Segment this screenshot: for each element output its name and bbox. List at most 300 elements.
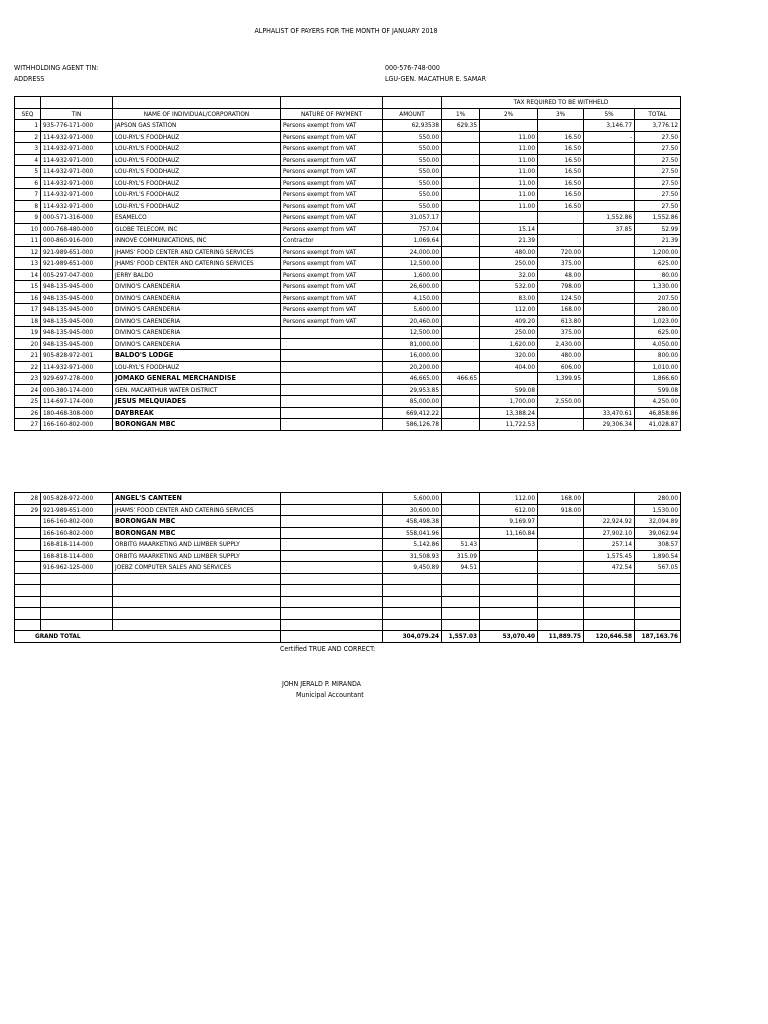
table-row (15, 212, 681, 224)
pct5-cell (584, 281, 635, 293)
amount-cell: 26,600.00 (383, 281, 442, 293)
nature-cell (281, 407, 383, 419)
name-cell: ANGEL'S CANTEEN (113, 493, 281, 505)
nature-cell (281, 493, 383, 505)
total-cell: 21.39 (635, 235, 681, 247)
header-2pct: 2% (480, 108, 538, 120)
seq-cell: 21 (15, 350, 41, 362)
pct3-cell: 480.00 (538, 350, 584, 362)
name-cell: JHAMS' FOOD CENTER AND CATERING SERVICES (113, 504, 281, 516)
pct3-cell: 16.50 (538, 177, 584, 189)
pct2-cell: 320.00 (480, 350, 538, 362)
payers-table-page-1 (14, 96, 681, 431)
pct1-cell: 94.51 (442, 562, 480, 574)
table-row (15, 596, 681, 608)
nature-cell: Persons exempt from VAT (281, 246, 383, 258)
amount-cell: 4,150.00 (383, 292, 442, 304)
nature-cell: Persons exempt from VAT (281, 189, 383, 201)
pct5-cell: - (584, 131, 635, 143)
table-row (15, 281, 681, 293)
header-seq: SEQ (15, 108, 41, 120)
amount-cell: 31,508.93 (383, 550, 442, 562)
pct3-cell: 798.00 (538, 281, 584, 293)
pct2-cell: 532.00 (480, 281, 538, 293)
pct3-cell (538, 384, 584, 396)
total-cell (635, 619, 681, 631)
pct1-cell (442, 407, 480, 419)
nature-cell: Persons exempt from VAT (281, 304, 383, 316)
pct1-cell (442, 361, 480, 373)
pct2-cell: 11.00 (480, 189, 538, 201)
pct5-cell (584, 143, 635, 155)
pct1-cell (442, 189, 480, 201)
amount-cell: 1,069.64 (383, 235, 442, 247)
nature-cell: Persons exempt from VAT (281, 200, 383, 212)
table-row (15, 619, 681, 631)
tin-cell: 114-932-971-000 (41, 154, 113, 166)
pct1-cell (442, 143, 480, 155)
pct2-cell (480, 562, 538, 574)
total-cell: 4,250.00 (635, 396, 681, 408)
table-body-page-2 (15, 493, 681, 631)
name-cell: BORONGAN MBC (113, 516, 281, 528)
address-label: ADDRESS (14, 75, 45, 83)
table-row (15, 292, 681, 304)
pct3-cell (538, 619, 584, 631)
tin-cell: 948-135-945-000 (41, 327, 113, 339)
pct5-cell (584, 585, 635, 597)
pct2-cell: 11.00 (480, 154, 538, 166)
header-blank (41, 97, 113, 109)
pct1-cell: 629.35 (442, 120, 480, 132)
pct1-cell (442, 516, 480, 528)
pct1-cell (442, 384, 480, 396)
table-row (15, 373, 681, 385)
pct3-cell: 48.00 (538, 269, 584, 281)
pct1-cell (442, 315, 480, 327)
nature-cell: Persons exempt from VAT (281, 258, 383, 270)
pct5-cell: 3,146.77 (584, 120, 635, 132)
name-cell: BALDO'S LODGE (113, 350, 281, 362)
name-cell: ORBITG MAARKETING AND LUMBER SUPPLY (113, 539, 281, 551)
pct5-cell (584, 619, 635, 631)
amount-cell: 550.00 (383, 166, 442, 178)
name-cell: JOEBZ COMPUTER SALES AND SERVICES (113, 562, 281, 574)
tin-cell: 005-297-047-000 (41, 269, 113, 281)
name-cell: JERRY BALDO (113, 269, 281, 281)
seq-cell: 17 (15, 304, 41, 316)
nature-cell (281, 384, 383, 396)
name-cell: LOU-RYL'S FOODHAUZ (113, 200, 281, 212)
pct3-cell: 720.00 (538, 246, 584, 258)
pct2-cell (480, 550, 538, 562)
tin-cell: 921-989-651-000 (41, 258, 113, 270)
pct1-cell (442, 235, 480, 247)
tin-cell: 000-860-916-000 (41, 235, 113, 247)
tin-cell (41, 619, 113, 631)
pct2-cell (480, 585, 538, 597)
grand-total-3pct: 11,889.75 (538, 631, 584, 643)
nature-cell: Persons exempt from VAT (281, 120, 383, 132)
name-cell: DIVINO'S CARENDERIA (113, 292, 281, 304)
table-row (15, 338, 681, 350)
amount-cell (383, 619, 442, 631)
pct3-cell (538, 120, 584, 132)
pct2-cell: 1,620.00 (480, 338, 538, 350)
seq-cell: 13 (15, 258, 41, 270)
pct1-cell (442, 619, 480, 631)
amount-cell: 586,126.78 (383, 419, 442, 431)
amount-cell: 20,460.00 (383, 315, 442, 327)
total-cell (635, 585, 681, 597)
tin-cell: 921-989-651-000 (41, 504, 113, 516)
total-cell: 39,062.94 (635, 527, 681, 539)
table-row (15, 384, 681, 396)
tin-cell: 948-135-945-000 (41, 281, 113, 293)
seq-cell: 18 (15, 315, 41, 327)
seq-cell (15, 562, 41, 574)
table-row (15, 504, 681, 516)
pct2-cell (480, 619, 538, 631)
pct2-cell: 9,169.97 (480, 516, 538, 528)
grand-total-blank (281, 631, 383, 643)
nature-cell (281, 504, 383, 516)
seq-cell: 25 (15, 396, 41, 408)
pct2-cell: 13,388.24 (480, 407, 538, 419)
grand-total-row (15, 631, 681, 643)
header-3pct: 3% (538, 108, 584, 120)
pct5-cell (584, 200, 635, 212)
seq-cell (15, 573, 41, 585)
table-row (15, 235, 681, 247)
nature-cell (281, 608, 383, 620)
table-row (15, 177, 681, 189)
name-cell: ESAMELCO (113, 212, 281, 224)
pct2-cell: 11.00 (480, 143, 538, 155)
amount-cell: 5,600.00 (383, 304, 442, 316)
pct5-cell: 22,924.92 (584, 516, 635, 528)
seq-cell: 11 (15, 235, 41, 247)
amount-cell: 24,000.00 (383, 246, 442, 258)
total-cell: 1,866.60 (635, 373, 681, 385)
pct2-cell: 250.00 (480, 327, 538, 339)
tin-cell: 166-160-802-000 (41, 419, 113, 431)
total-cell: 27.50 (635, 166, 681, 178)
header-blank (383, 97, 442, 109)
tin-cell: 168-818-114-000 (41, 550, 113, 562)
pct1-cell (442, 200, 480, 212)
total-cell (635, 608, 681, 620)
nature-cell: Persons exempt from VAT (281, 223, 383, 235)
nature-cell: Persons exempt from VAT (281, 315, 383, 327)
pct5-cell (584, 315, 635, 327)
table-row (15, 246, 681, 258)
tin-cell: 948-135-945-000 (41, 304, 113, 316)
pct3-cell: 918.00 (538, 504, 584, 516)
table-row (15, 269, 681, 281)
table-row (15, 493, 681, 505)
pct2-cell: 11.00 (480, 200, 538, 212)
seq-cell: 24 (15, 384, 41, 396)
tin-cell: 180-468-308-000 (41, 407, 113, 419)
seq-cell: 22 (15, 361, 41, 373)
seq-cell: 6 (15, 177, 41, 189)
total-cell: 32,094.89 (635, 516, 681, 528)
header-nature: NATURE OF PAYMENT (281, 108, 383, 120)
pct1-cell (442, 292, 480, 304)
pct2-cell (480, 539, 538, 551)
total-cell: 280.00 (635, 493, 681, 505)
header-tax-required: TAX REQUIRED TO BE WITHHELD (442, 97, 681, 109)
seq-cell: 1 (15, 120, 41, 132)
grand-total-total: 187,163.76 (635, 631, 681, 643)
name-cell: DIVINO'S CARENDERIA (113, 281, 281, 293)
pct1-cell (442, 166, 480, 178)
pct5-cell: 472.54 (584, 562, 635, 574)
pct3-cell (538, 407, 584, 419)
total-cell (635, 596, 681, 608)
nature-cell: Persons exempt from VAT (281, 177, 383, 189)
nature-cell: Persons exempt from VAT (281, 292, 383, 304)
name-cell: JESUS MELQUIADES (113, 396, 281, 408)
seq-cell (15, 539, 41, 551)
table-row (15, 304, 681, 316)
pct1-cell (442, 177, 480, 189)
seq-cell (15, 619, 41, 631)
pct1-cell (442, 585, 480, 597)
tin-cell: 921-989-651-000 (41, 246, 113, 258)
tin-cell: 114-932-971-000 (41, 200, 113, 212)
name-cell: GLOBE TELECOM, INC (113, 223, 281, 235)
tin-cell: 168-818-114-000 (41, 539, 113, 551)
nature-cell: Persons exempt from VAT (281, 269, 383, 281)
pct2-cell: 21.39 (480, 235, 538, 247)
seq-cell: 26 (15, 407, 41, 419)
pct2-cell: 112.00 (480, 304, 538, 316)
name-cell: BORONGAN MBC (113, 527, 281, 539)
pct3-cell: 16.50 (538, 189, 584, 201)
name-cell: ORBITG MAARKETING AND LUMBER SUPPLY (113, 550, 281, 562)
pct5-cell (584, 596, 635, 608)
pct3-cell (538, 573, 584, 585)
table-row (15, 562, 681, 574)
amount-cell: 458,498.38 (383, 516, 442, 528)
total-cell: 280.00 (635, 304, 681, 316)
pct1-cell: 315.09 (442, 550, 480, 562)
pct1-cell (442, 281, 480, 293)
total-cell: 1,530.00 (635, 504, 681, 516)
pct3-cell: 16.50 (538, 200, 584, 212)
nature-cell: Persons exempt from VAT (281, 143, 383, 155)
pct3-cell: 2,430.00 (538, 338, 584, 350)
pct1-cell (442, 596, 480, 608)
name-cell: LOU-RYL'S FOODHAUZ (113, 143, 281, 155)
tin-cell (41, 585, 113, 597)
table-row (15, 189, 681, 201)
tin-cell (41, 608, 113, 620)
tin-cell: 114-932-971-000 (41, 131, 113, 143)
seq-cell: 10 (15, 223, 41, 235)
pct3-cell (538, 608, 584, 620)
total-cell: 1,330.00 (635, 281, 681, 293)
pct3-cell: 168.00 (538, 493, 584, 505)
tin-cell: 114-932-971-000 (41, 143, 113, 155)
tin-cell: 114-932-971-000 (41, 361, 113, 373)
table-row (15, 407, 681, 419)
pct1-cell (442, 350, 480, 362)
total-cell: 1,200.00 (635, 246, 681, 258)
grand-total-2pct: 53,070.40 (480, 631, 538, 643)
pct2-cell: 11,160.84 (480, 527, 538, 539)
seq-cell: 28 (15, 493, 41, 505)
seq-cell: 4 (15, 154, 41, 166)
pct1-cell: 51.43 (442, 539, 480, 551)
pct5-cell: 1,552.86 (584, 212, 635, 224)
name-cell: DAYBREAK (113, 407, 281, 419)
header-amount: AMOUNT (383, 108, 442, 120)
pct2-cell (480, 596, 538, 608)
pct5-cell (584, 327, 635, 339)
pct5-cell (584, 361, 635, 373)
amount-cell: 29,953.85 (383, 384, 442, 396)
pct1-cell (442, 504, 480, 516)
total-cell (635, 573, 681, 585)
table-row (15, 327, 681, 339)
amount-cell: 550.00 (383, 189, 442, 201)
seq-cell (15, 516, 41, 528)
tin-cell: 935-776-171-000 (41, 120, 113, 132)
pct3-cell: 16.50 (538, 143, 584, 155)
total-cell: 599.08 (635, 384, 681, 396)
pct1-cell (442, 246, 480, 258)
pct5-cell (584, 304, 635, 316)
total-cell: 800.00 (635, 350, 681, 362)
name-cell (113, 573, 281, 585)
table-row (15, 258, 681, 270)
seq-cell: 9 (15, 212, 41, 224)
name-cell: INNOVE COMMUNICATIONS, INC (113, 235, 281, 247)
pct5-cell (584, 189, 635, 201)
pct2-cell (480, 608, 538, 620)
pct1-cell (442, 419, 480, 431)
amount-cell: 5,142.86 (383, 539, 442, 551)
address-value: LGU-GEN. MACATHUR E. SAMAR (385, 75, 486, 83)
pct3-cell: 606.00 (538, 361, 584, 373)
pct2-cell: 1,700.00 (480, 396, 538, 408)
amount-cell: 550.00 (383, 200, 442, 212)
pct5-cell (584, 573, 635, 585)
amount-cell: 550.00 (383, 154, 442, 166)
header-tin: TIN (41, 108, 113, 120)
pct5-cell: 1,575.45 (584, 550, 635, 562)
payers-table-page-2 (14, 492, 681, 643)
withholding-agent-tin-value: 000-576-748-000 (385, 64, 440, 72)
total-cell: 27.50 (635, 143, 681, 155)
pct3-cell: 1,399.95 (538, 373, 584, 385)
pct2-cell: 32.00 (480, 269, 538, 281)
table-row (15, 550, 681, 562)
pct2-cell (480, 212, 538, 224)
header-blank (15, 97, 41, 109)
pct5-cell (584, 608, 635, 620)
pct5-cell (584, 350, 635, 362)
seq-cell (15, 550, 41, 562)
name-cell (113, 608, 281, 620)
pct5-cell: 29,306.34 (584, 419, 635, 431)
signatory-name: JOHN JERALD P. MIRANDA (282, 680, 361, 688)
pct2-cell: 11,722.53 (480, 419, 538, 431)
header-blank (281, 97, 383, 109)
seq-cell (15, 585, 41, 597)
nature-cell: Persons exempt from VAT (281, 154, 383, 166)
total-cell: 27.50 (635, 189, 681, 201)
pct3-cell: 613.80 (538, 315, 584, 327)
seq-cell: 3 (15, 143, 41, 155)
amount-cell: 30,600.00 (383, 504, 442, 516)
pct3-cell (538, 212, 584, 224)
name-cell: JAPSON GAS STATION (113, 120, 281, 132)
pct2-cell: 409.20 (480, 315, 538, 327)
amount-cell: 46,665.00 (383, 373, 442, 385)
header-name: NAME OF INDIVIDUAL/CORPORATION (113, 108, 281, 120)
amount-cell: 550.00 (383, 143, 442, 155)
pct1-cell (442, 573, 480, 585)
signatory-position: Municipal Accountant (296, 691, 364, 699)
name-cell: GEN. MACARTHUR WATER DISTRICT (113, 384, 281, 396)
name-cell: LOU-RYL'S FOODHAUZ (113, 189, 281, 201)
pct2-cell: 404.00 (480, 361, 538, 373)
grand-total-1pct: 1,557.03 (442, 631, 480, 643)
amount-cell: 12,500.00 (383, 258, 442, 270)
pct1-cell (442, 493, 480, 505)
header-1pct: 1% (442, 108, 480, 120)
total-cell: 3,776.12 (635, 120, 681, 132)
pct3-cell (538, 550, 584, 562)
pct3-cell (538, 223, 584, 235)
pct2-cell (480, 120, 538, 132)
tin-cell: 114-932-971-000 (41, 177, 113, 189)
name-cell: DIVINO'S CARENDERIA (113, 304, 281, 316)
pct5-cell (584, 269, 635, 281)
withholding-agent-tin-label: WITHHOLDING AGENT TIN: (14, 64, 99, 72)
table-body-page-1 (15, 120, 681, 431)
amount-cell: 558,041.96 (383, 527, 442, 539)
pct3-cell (538, 419, 584, 431)
name-cell: DIVINO'S CARENDERIA (113, 315, 281, 327)
pct3-cell: 375.00 (538, 258, 584, 270)
nature-cell (281, 516, 383, 528)
amount-cell (383, 585, 442, 597)
total-cell: 27.50 (635, 200, 681, 212)
nature-cell (281, 527, 383, 539)
nature-cell: Persons exempt from VAT (281, 131, 383, 143)
pct3-cell: 2,550.00 (538, 396, 584, 408)
pct2-cell (480, 373, 538, 385)
amount-cell: 16,000.00 (383, 350, 442, 362)
tin-cell: 166-160-802-000 (41, 516, 113, 528)
total-cell: 1,023.00 (635, 315, 681, 327)
nature-cell (281, 419, 383, 431)
pct1-cell (442, 269, 480, 281)
name-cell: JHAMS' FOOD CENTER AND CATERING SERVICES (113, 258, 281, 270)
table-row (15, 154, 681, 166)
pct3-cell (538, 539, 584, 551)
pct2-cell: 112.00 (480, 493, 538, 505)
table-row (15, 539, 681, 551)
pct1-cell (442, 327, 480, 339)
name-cell: DIVINO'S CARENDERIA (113, 327, 281, 339)
pct2-cell: 15.14 (480, 223, 538, 235)
